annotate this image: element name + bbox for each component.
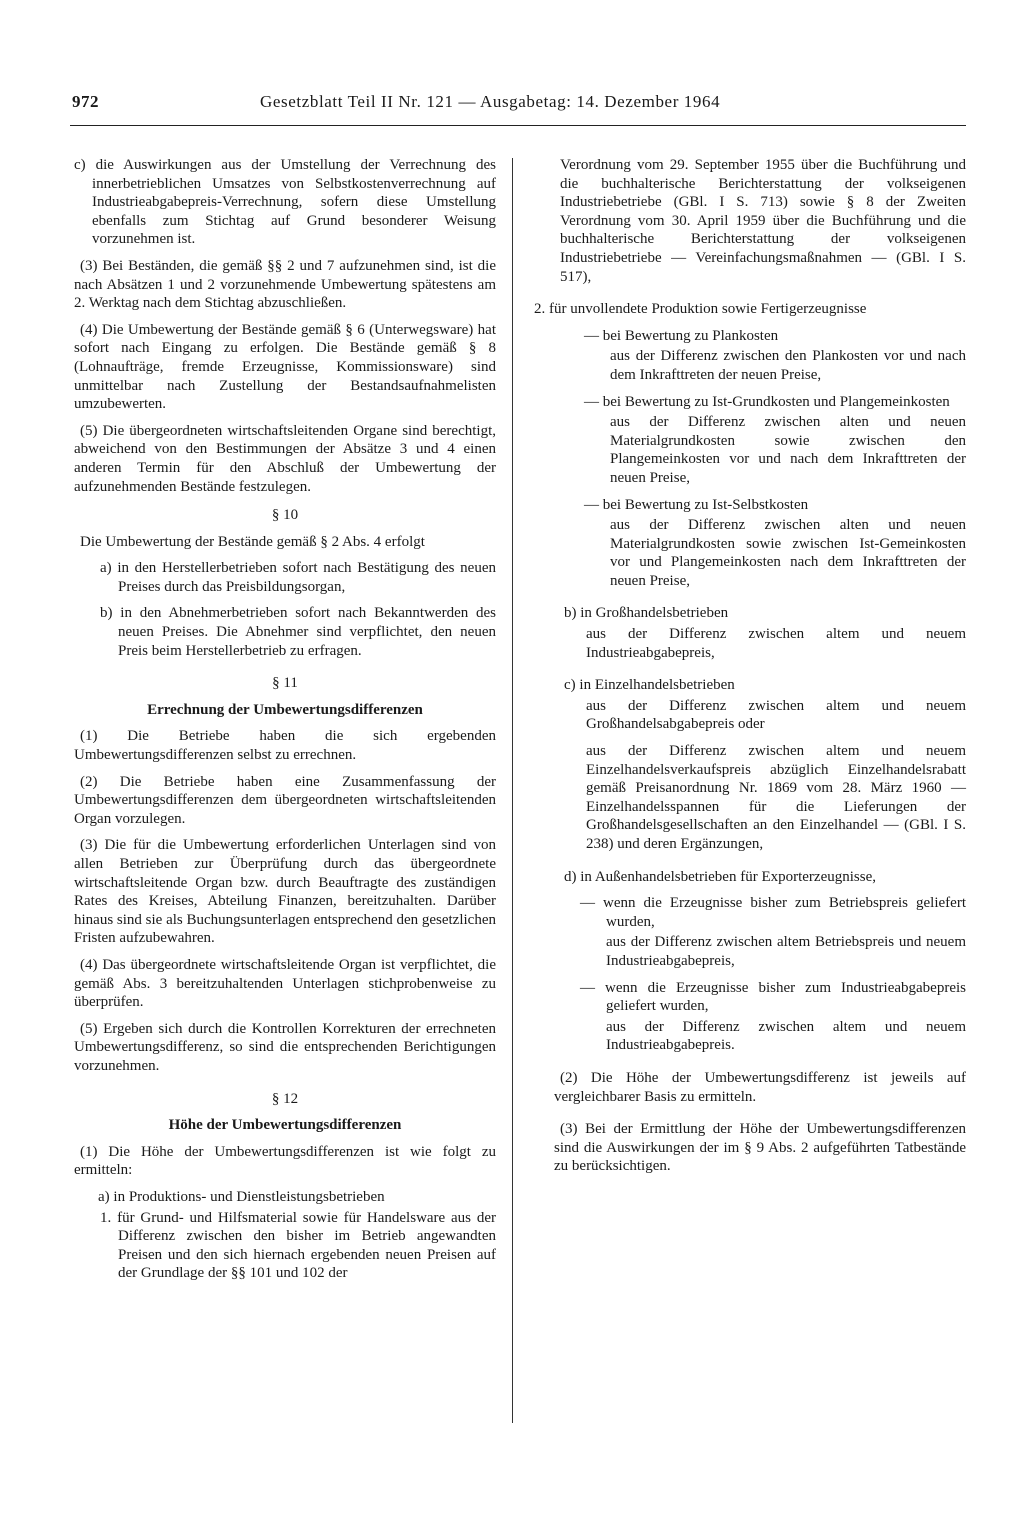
section-12-heading: Höhe der Umbewertungsdifferenzen xyxy=(168,1117,402,1134)
text-ist-grundkosten: aus der Differenz zwischen alten und neuen Materialgrundkosten sowie zwischen den Plangemeinkosten vor und nach dem Inkrafttreten der neuen Preise, xyxy=(610,414,966,486)
item-b-text: aus der Differenz zwischen altem und neuem Industrieabgabepreis, xyxy=(586,626,966,661)
item-d-dash-2: — wenn die Erzeugnisse bisher zum Industrieabgabepreis geliefert wurden, xyxy=(580,979,966,1015)
item-c-text-2: aus der Differenz zwischen altem und neuem Einzelhandelsverkaufspreis abzüglich Einzelhandelsrabatt gemäß Preisanordnung Nr. 1869 vom 28. März 1960 — Einzelhandelsspannen für die Lieferungen der Großhandelsgesellschaften an den Einzelhandel — (GBl. I S. 238) und deren Ergänzungen, xyxy=(586,743,966,852)
section-10-item-b: b) in den Abnehmerbetrieben sofort nach Bekanntwerden des neuen Preises. Die Abnehmer sind verpflichtet, den neuen Preis beim Herstellerbetrieb zu erfragen. xyxy=(100,605,496,659)
item-d-text-2: aus der Differenz zwischen altem und neuem Industrieabgabepreis. xyxy=(606,1018,966,1054)
text-plankosten: aus der Differenz zwischen den Plankosten vor und nach dem Inkrafttreten der neuen Preise, xyxy=(610,348,966,383)
section-11-paragraph-3: (3) Die für die Umbewertung erforderlichen Unterlagen sind von allen Betrieben zur Überprüfung durch das übergeordnete wirtschaftsleitende Organ bzw. durch Beauftragte des zuständigen Rates des Kreises, Abteilung Finanzen, bereitzuhalten. Darüber hinaus sind sie als Buchungsunterlagen entsprechend den gesetzlichen Fristen aufzubewahren. xyxy=(74,837,496,947)
page-number: 972 xyxy=(72,92,99,111)
section-11-number: § 11 xyxy=(272,675,298,692)
section-12-item-a: a) in Produktions- und Dienstleistungsbetrieben xyxy=(98,1188,385,1205)
section-10-intro: Die Umbewertung der Bestände gemäß § 2 Abs. 4 erfolgt xyxy=(80,533,425,550)
left-column xyxy=(74,156,496,1291)
text-ist-selbstkosten: aus der Differenz zwischen alten und neuen Materialgrundkosten sowie zwischen Ist-Gemeinkosten vor und Plangemeinkosten nach dem Inkrafttreten der neuen Preise, xyxy=(610,517,966,589)
paragraph-4: (4) Die Umbewertung der Bestände gemäß § 6 (Unterwegsware) hat sofort nach Eingang zu erfolgen. Die Bestände gemäß § 8 (Lohnaufträge, fremde Erzeugnisse, Kommissionsware) sind unmittelbar nach Zustellung der Bestandsaufnahmelisten umzubewerten. xyxy=(74,321,496,413)
item-d: d) in Außenhandelsbetrieben für Exporterzeugnisse, xyxy=(564,868,876,885)
paragraph-3: (3) Bei der Ermittlung der Höhe der Umbewertungsdifferenzen sind die Auswirkungen der im § 9 Abs. 2 aufgeführten Tatbestände zu berücksichtigen. xyxy=(554,1121,966,1175)
section-12-number: § 12 xyxy=(271,1090,299,1107)
section-10-number: § 10 xyxy=(271,507,299,524)
paragraph-3: (3) Bei Beständen, die gemäß §§ 2 und 7 aufzunehmen sind, ist die nach Absätzen 1 und 2 vorzunehmende Umbewertung spätestens am 2. Werktag nach dem Stichtag abzuschließen. xyxy=(74,257,496,312)
item-c: c) in Einzelhandelsbetrieben xyxy=(564,677,735,694)
item-c-text-1: aus der Differenz zwischen altem und neuem Großhandelsabgabepreis oder xyxy=(586,697,966,733)
section-12-paragraph-1: (1) Die Höhe der Umbewertungsdifferenzen ist wie folgt zu ermitteln: xyxy=(74,1143,496,1179)
section-11-paragraph-4: (4) Das übergeordnete wirtschaftsleitende Organ ist verpflichtet, die gemäß Abs. 3 bereitzuhaltenden Unterlagen stichprobenweise zu überprüfen. xyxy=(74,956,496,1011)
header-title: Gesetzblatt Teil II Nr. 121 — Ausgabetag: 14. Dezember 1964 xyxy=(260,92,721,111)
item-d-text-1: aus der Differenz zwischen altem Betriebspreis und neuem Industrieabgabepreis, xyxy=(606,934,966,969)
item-c: c) die Auswirkungen aus der Umstellung der Verrechnung des innerbetrieblichen Umsatzes von Selbstkostenverrechnung auf Industrieabgabepreis-Verrechnung, sofern diese Umstellung ebenfalls zum Stichtag auf Grund besonderer Weisung vorzunehmen ist. xyxy=(74,157,496,248)
column-rule xyxy=(512,158,513,1423)
continuation-text: Verordnung vom 29. September 1955 über die Buchführung und die buchhalterische Berichterstattung der volkseigenen Industriebetriebe (GBl. I S. 713) sowie § 8 der Zweiten Verordnung vom 30. April 1959 über die Buchführung und die buchhalterische Berichterstattung der volkseigenen Industriebetriebe — Vereinfachungsmaßnahmen — (GBl. I S. 517), xyxy=(560,157,966,285)
header-rule xyxy=(70,125,966,126)
paragraph-5: (5) Die übergeordneten wirtschaftsleitenden Organe sind berechtigt, abweichend von den Bestimmungen der Absätze 3 und 4 einen anderen Termin für den Abschluß der Umbewertung der aufzunehmenden Bestände festzulegen. xyxy=(74,422,496,495)
section-11-paragraph-1: (1) Die Betriebe haben die sich ergebenden Umbewertungsdifferenzen selbst zu errechnen. xyxy=(74,728,496,764)
paragraph-2: (2) Die Höhe der Umbewertungsdifferenz ist jeweils auf vergleichbarer Basis zu ermitteln. xyxy=(554,1069,966,1105)
dash-ist-selbstkosten: — bei Bewertung zu Ist-Selbstkosten xyxy=(584,496,809,513)
section-11-paragraph-5: (5) Ergeben sich durch die Kontrollen Korrekturen der errechneten Umbewertungsdifferenz, so sind die entsprechenden Berichtigungen vorzunehmen. xyxy=(74,1020,496,1074)
item-d-dash-1: — wenn die Erzeugnisse bisher zum Betriebspreis geliefert wurden, xyxy=(580,895,966,930)
section-10-item-a: a) in den Herstellerbetrieben sofort nach Bestätigung des neuen Preises durch das Preisbildungsorgan, xyxy=(100,560,496,595)
item-b: b) in Großhandelsbetrieben xyxy=(564,605,729,622)
section-11-heading: Errechnung der Umbewertungsdifferenzen xyxy=(147,701,423,718)
right-column xyxy=(534,156,966,1184)
dash-plankosten: — bei Bewertung zu Plankosten xyxy=(584,327,779,344)
dash-ist-grundkosten: — bei Bewertung zu Ist-Grundkosten und Plangemeinkosten xyxy=(584,393,950,410)
section-11-paragraph-2: (2) Die Betriebe haben eine Zusammenfassung der Umbewertungsdifferenzen dem übergeordneten wirtschaftsleitenden Organ vorzulegen. xyxy=(74,773,496,827)
item-a2: 2. für unvollendete Produktion sowie Fertigerzeugnisse xyxy=(534,301,867,318)
section-12-item-a1: 1. für Grund- und Hilfsmaterial sowie für Handelsware aus der Differenz zwischen den bisher im Betrieb angewandten Preisen und den sich hiernach ergebenden neuen Preisen auf der Grundlage der §§ 101 und 102 der xyxy=(100,1209,496,1282)
